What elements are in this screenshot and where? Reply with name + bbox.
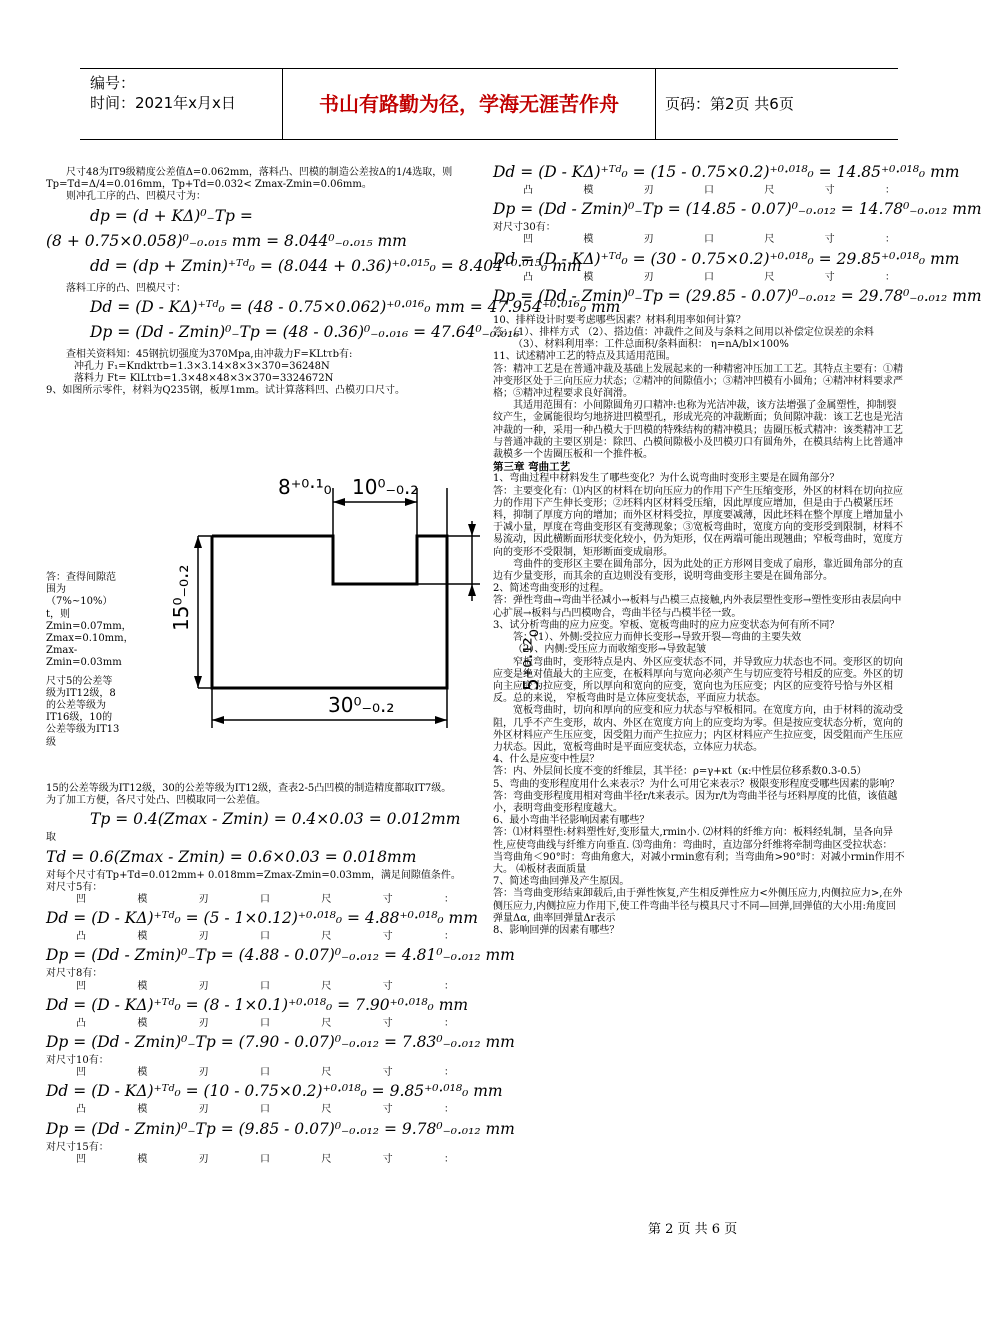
answer-7: 答：当弯曲变形结束卸载后,由于弹性恢复,产生相反弹性应力<外侧压应力,内侧拉应力>,在外侧压应力,内侧拉应力作用下,使工件弯曲半径与模具尺寸不同—回弹,回弹值的大小用:角度回弹量Δα, 曲率回弹量Δr表示: [493, 888, 903, 924]
equation: dd = (dp + Zmin)⁺ᵀᵈ₀ = (8.044 + 0.36)⁺⁰·⁰¹⁵₀ = 8.404⁺⁰·⁰¹⁵₀ mm: [90, 256, 582, 275]
label: 对尺寸30有：: [493, 222, 556, 234]
serial-label: 编号：: [90, 74, 136, 92]
right-column: [493, 160, 982, 937]
paragraph: 对每个尺寸有Tp+Td=0.012mm+ 0.018mm=Zmax-Zmin=0.03mm，满足间隙值条件。: [46, 869, 461, 881]
question-9: 9、如图所示零件，材料为Q235钢，板厚1mm。试计算落料凹、凸模刃口尺寸。: [46, 385, 405, 397]
dim-label-30: 30⁰₋₀.₂: [328, 693, 395, 717]
header-motto: 书山有路勤为径，学海无涯苦作舟: [283, 69, 656, 139]
dim-label-5: 5⁺⁰·¹²₀: [519, 629, 543, 691]
equation: Dp = (Dd - Zmin)⁰₋Tp = (14.85 - 0.07)⁰₋₀.₀₁₂ = 14.78⁰₋₀.₀₁₂ mm: [493, 200, 982, 219]
label: 凸模刃口尺寸：: [523, 185, 895, 196]
equation: Dd = (D - KΔ)⁺ᵀᵈ₀ = (30 - 0.75×0.2)⁺⁰·⁰¹⁸₀ = 29.85⁺⁰·⁰¹⁸₀ mm: [493, 249, 960, 268]
paragraph: 落料工序的凸、凹模尺寸：: [66, 282, 186, 294]
answer-side-text: [46, 572, 134, 749]
equation: Dp = (Dd - Zmin)⁰₋Tp = (4.88 - 0.07)⁰₋₀.₀₁₂ = 4.81⁰₋₀.₀₁₂ mm: [46, 946, 515, 965]
answer-3: 窄板弯曲时，变形特点是内、外区应变状态不同，并导致应力状态也不同。变形区的切向应变是绝对值最大的主应变，在板料厚向与宽向必须产生与切应变符号相反的应变。外区的切向主应变为拉应变，所以厚向和宽向的应变，宽向也为压应变；内区的应变符号恰与外区相反。总的来说， 窄板弯曲时是立体应变状态，平面应力状态。: [493, 656, 903, 705]
equation: (8 + 0.75×0.058)⁰₋₀.₀₁₅ mm = 8.044⁰₋₀.₀₁₅ mm: [46, 231, 407, 250]
answer-2: 答：弹性弯曲→弯曲半径减小→板料与凸模三点接触,内外表层塑性变形→塑性变形由表层向中心扩展→板料与凸凹模吻合，弯曲半径与凸模半径一致。: [493, 595, 902, 619]
question-7: 7、简述弯曲回弹及产生原因。: [493, 876, 630, 888]
equation: Dd = (D - KΔ)⁺ᵀᵈ₀ = (48 - 0.75×0.062)⁺⁰·⁰¹⁶₀ mm = 47.954⁺⁰·⁰¹⁶₀ mm: [90, 297, 621, 316]
equation: Dp = (Dd - Zmin)⁰₋Tp = (9.85 - 0.07)⁰₋₀.₀₁₂ = 9.78⁰₋₀.₀₁₂ mm: [46, 1119, 515, 1138]
answer-10: （3）、材料利用率：工件总面积/条料面积： η=nA/bl×100%: [513, 339, 789, 351]
left-column-bottom: [46, 783, 515, 1166]
equation-td: Td = 0.6(Zmax - Zmin) = 0.6×0.03 = 0.018mm: [46, 847, 417, 866]
question-10: 10、排样设计时要考虑哪些因素？材料利用率如何计算？: [493, 314, 746, 326]
label: 凹模刃口尺寸：: [76, 980, 454, 992]
equation-tp: Tp = 0.4(Zmax - Zmin) = 0.4×0.03 = 0.012mm: [90, 810, 461, 829]
part-outline: [212, 536, 447, 688]
equation: Dp = (Dd - Zmin)⁰₋Tp = (48 - 0.36)⁰₋₀.₀₁₆ = 47.64⁰₋₀.₀₁₆: [90, 322, 520, 341]
label: 凹模刃口尺寸：: [523, 234, 895, 246]
label: 对尺寸5有：: [46, 881, 103, 893]
label: 凸模刃口尺寸：: [76, 1104, 454, 1116]
label: 凹模刃口尺寸：: [76, 1153, 454, 1165]
answer-11: 答：精冲工艺是在普通冲裁及基础上发展起来的一种精密冲压加工工艺。其特点主要有：①精冲变形区处于三向压应力状态；②精冲的间隙值小；③精冲凹模有小圆角；④精冲材料要求严格；⑤精冲过程要求良好润滑。: [493, 363, 903, 400]
label: 凸模刃口尺寸：: [76, 931, 454, 943]
header-info-cell: [80, 69, 283, 139]
answer-1: 答：主要变化有：⑴内区的材料在切向压应力的作用下产生压缩变形，外区的材料在切向拉应力的作用下产生伸长变形；②坯料内区材料受压缩，因此厚度应增加，但是由于凸模紧压坯料，抑制了厚度方向的增加；而外区材料受拉，厚度要减薄，因此坯料在整个厚度上增加量小于减小量，厚度在弯曲变形区有变薄现象；③宽板弯曲时，宽度方向的变形受到限制，材料不易流动，因此横断面形状变化较小，仍为矩形，仅在两端可能出现翘曲；窄板弯曲时，宽度方向的变形不受限制，矩形断面变成扇形。: [493, 485, 903, 558]
answer-3: 答：（1）、外侧:受拉应力而伸长变形→导致开裂—弯曲的主要失效: [513, 632, 802, 644]
answer-11: 其适用范围有：小间隙圆角刃口精冲:也称为光洁冲裁，该方法增强了金属塑性，抑制裂纹产生，金属能很均匀地挤进凹模型孔，形成光亮的冲裁断面；负间隙冲裁：该工艺也是光洁冲裁的一种，采用一种凸模大于凹模的特殊结构的精冲模具；齿圈压板式精冲：该类精冲工艺与普通冲裁的主要区别是：除凹、凸模间隙极小及凹模刃口有圆角外，在模具结构上比普通冲裁模多一个齿圈压板和一个推件板。: [493, 400, 903, 461]
header-page-label: 页码：第2页 共6页: [665, 95, 794, 113]
answer-1: 弯曲件的变形区主要在圆角部分，因为此处的正方形网目变成了扇形，靠近圆角部分的直边有少量变形，而其余的直边则没有变形，说明弯曲变形主要是在圆角部分。: [493, 558, 903, 583]
paragraph: 冲孔力 F₁=Kπdktτb=1.3×3.14×8×3×370=36248N: [74, 361, 330, 373]
equation: Dd = (D - KΔ)⁺ᵀᵈ₀ = (10 - 0.75×0.2)⁺⁰·⁰¹⁸₀ = 9.85⁺⁰·⁰¹⁸₀ mm: [46, 1082, 503, 1101]
paragraph: 答：查得间隙范围为（7%~10%）t，则Zmin=0.07mm，Zmax=0.10mm，Zmax-Zmin=0.03mm: [46, 572, 134, 669]
answer-10: 答：（1）、排样方式 （2）、搭边值：冲裁件之间及与条料之间用以补偿定位误差的余料: [493, 327, 874, 339]
answer-5: 答：弯曲变形程度用相对弯曲半径r/t来表示。因为r/t为弯曲半径与坯料厚度的比值，该值越小，表明弯曲变形程度越大。: [493, 790, 898, 814]
paragraph: 尺寸48为IT9级精度公差值Δ=0.062mm，落料凸、凹模的制造公差按Δ的1/4选取，则 Tp=Td=Δ/4=0.016mm，Tp+Td=0.032< Zmax-Zmin=0.06mm。: [46, 167, 453, 191]
paragraph: 为了加工方便，各尺寸处凸、凹模取同一公差值。: [46, 795, 266, 807]
paragraph: 落料力 Ft= KlLtτb=1.3×48×48×3×370=3324672N: [74, 373, 334, 385]
label: 对尺寸10有：: [46, 1055, 109, 1067]
time-label: 时间：2021年x月x日: [90, 94, 236, 112]
question-11: 11、试述精冲工艺的特点及其适用范围。: [493, 351, 676, 363]
question-6: 6、最小弯曲半径影响因素有哪些？: [493, 815, 650, 827]
equation: Dd = (D - KΔ)⁺ᵀᵈ₀ = (15 - 0.75×0.2)⁺⁰·⁰¹⁸₀ = 14.85⁺⁰·⁰¹⁸₀ mm: [493, 163, 960, 181]
question-2: 2、简述弯曲变形的过程。: [493, 583, 610, 595]
equation: Dd = (D - KΔ)⁺ᵀᵈ₀ = (5 - 1×0.12)⁺⁰·⁰¹⁸₀ = 4.88⁺⁰·⁰¹⁸₀ mm: [46, 909, 478, 928]
page-footer: 第 2 页 共 6 页: [648, 1222, 738, 1237]
label: 凹模刃口尺寸：: [76, 1067, 454, 1079]
equation: dp = (d + KΔ)⁰₋Tp =: [90, 206, 253, 225]
question-4: 4、什么是应变中性层？: [493, 754, 600, 766]
label: 凸模刃口尺寸：: [523, 271, 895, 283]
label: 凹模刃口尺寸：: [76, 894, 454, 906]
answer-6: 答：⑴材料塑性:材料塑性好,变形量大,rmin小. ⑵材料的纤维方向：板料经轧制，呈各向异性,应使弯曲线与纤维方向垂直. ⑶弯曲角：弯曲时，直边部分纤维将牵制弯曲区受拉状态： 当弯曲角＜90°时：弯曲角愈大，对减小rmin愈有利；当弯曲角>90°时：对减小rmin作用不大。 ⑷板材表面质量: [493, 827, 905, 875]
answer-3: 宽板弯曲时，切向和厚向的应变和应力状态与窄板相同。在宽度方向，由于材料的流动受阻，几乎不产生变形，故内、外区在宽度方向上的应变均为零。但是按应变状态分析，宽向的外区材料应产生压应变，因受阻力而产生拉应力；内区材料应产生拉应变，因受阻而产生压应力状态。因此，宽板弯曲时是平面应变状态，立体应力状态。: [493, 705, 903, 753]
paragraph: 查相关资料知：45钢抗切强度为370Mpa,由冲裁力F=KLtτb有:: [66, 348, 353, 360]
question-1: 1、弯曲过程中材料发生了哪些变化？为什么说弯曲时变形主要是在圆角部分？: [493, 473, 840, 485]
label: 对尺寸15有：: [46, 1141, 109, 1153]
answer-4: 答：内、外层间长度不变的纤维层，其半径：ρ=γ+κt（κ:中性层位移系数0.3-0.5）: [493, 766, 867, 778]
question-8: 8、影响回弹的因素有哪些？: [493, 924, 620, 936]
answer-3: （2）、内侧:受压应力而收缩变形→导致起皱: [513, 644, 707, 656]
dim-label-15: 15⁰₋₀.₂: [169, 564, 193, 631]
part-drawing: [140, 466, 543, 742]
paragraph: 取: [46, 832, 56, 844]
equation: Dp = (Dd - Zmin)⁰₋Tp = (7.90 - 0.07)⁰₋₀.₀₁₂ = 7.83⁰₋₀.₀₁₂ mm: [46, 1033, 515, 1052]
chapter-heading: 第三章 弯曲工艺: [493, 461, 571, 474]
equation: Dd = (D - KΔ)⁺ᵀᵈ₀ = (8 - 1×0.1)⁺⁰·⁰¹⁸₀ = 7.90⁺⁰·⁰¹⁸₀ mm: [46, 995, 469, 1014]
paragraph: 15的公差等级为IT12级，30的公差等级为IT12级，查表2-5凸凹模的制造精度都取IT7级。: [46, 783, 452, 794]
paragraph: 尺寸5的公差等级为IT12级，8的公差等级为IT16级，10的公差等级为IT13级: [46, 675, 120, 748]
page-header: [80, 68, 898, 140]
equation: Dp = (Dd - Zmin)⁰₋Tp = (29.85 - 0.07)⁰₋₀.₀₁₂ = 29.78⁰₋₀.₀₁₂ mm: [493, 286, 982, 305]
label: 凸模刃口尺寸：: [76, 1017, 454, 1029]
dim-label-10: 10⁰₋₀.₂: [352, 475, 419, 499]
label: 对尺寸8有：: [46, 968, 103, 980]
question-3: 3、试分析弯曲的应力应变。窄板、宽板弯曲时的应力应变状态为何有所不同？: [493, 619, 840, 631]
paragraph: 则冲孔工序的凸、凹模尺寸为：: [66, 191, 206, 203]
dim-label-8: 8⁺⁰·¹₀: [278, 475, 332, 499]
question-5: 5、弯曲的变形程度用什么来表示？为什么可用它来表示？极限变形程度受哪些因素的影响？: [493, 778, 900, 790]
